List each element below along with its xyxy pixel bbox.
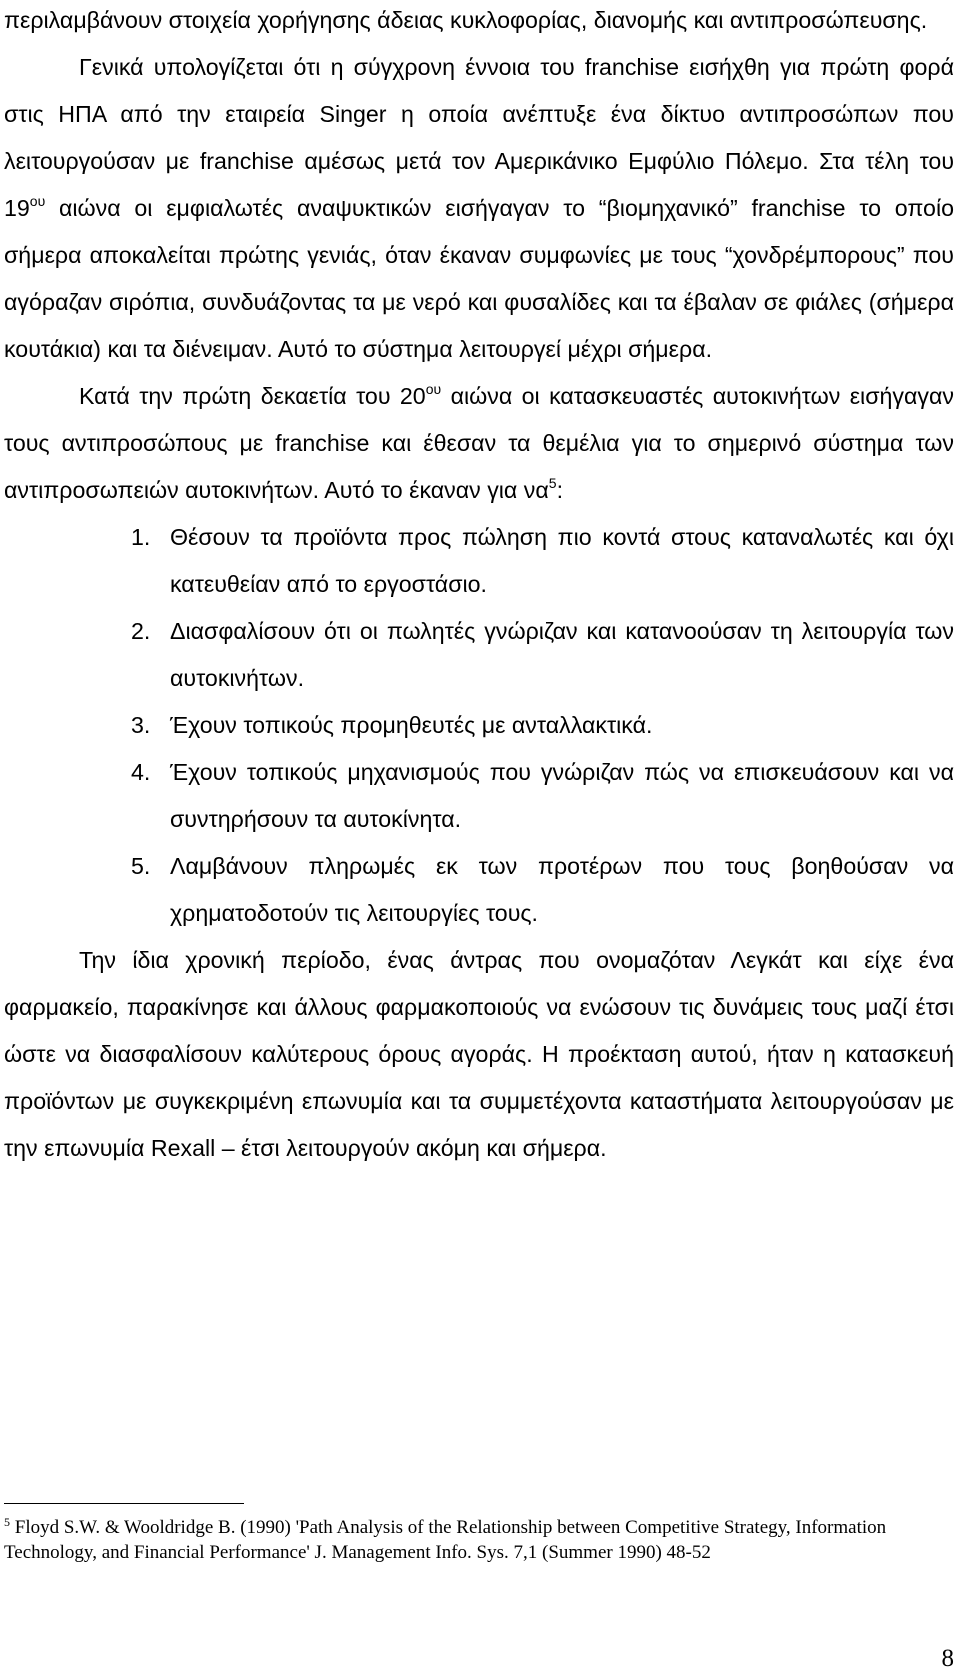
list-item-text: Έχουν τοπικούς προμηθευτές με ανταλλακτικά. [170,712,653,738]
numbered-list [4,514,954,937]
list-item-text: Λαμβάνουν πληρωμές εκ των προτέρων που τους βοηθούσαν να χρηματοδοτούν τις λειτουργίες τους. [170,853,954,926]
paragraph-text: Την ίδια χρονική περίοδο, ένας άντρας που ονομαζόταν Λεγκάτ και είχε ένα φαρμακείο, παρακίνησε και άλλους φαρμακοποιούς να ενώσουν τις δυνάμεις τους μαζί έτσι ώστε να διασφαλίσουν καλύτερους όρους αγοράς. Η προέκταση αυτού, ήταν η κατασκευή προϊόντων με συγκεκριμένη επωνυμία και τα συμμετέχοντα καταστήματα λειτουργούσαν με την επωνυμία Rexall – έτσι λειτουργούν ακόμη και σήμερα. [4,947,954,1161]
list-number: 1. [131,524,151,550]
list-item [4,514,954,608]
list-item [4,608,954,702]
paragraph-continuation [4,0,954,44]
paragraph-text: : [556,477,564,503]
paragraph-text: Κατά την πρώτη δεκαετία του 20 [79,383,426,409]
paragraph-text: αιώνα οι κατασκευαστές αυτοκινήτων εισήγαγαν τους αντιπροσώπους με franchise και έθεσαν τα θεμέλια για το σημερινό σύστημα των αντιπροσωπειών αυτοκινήτων. Αυτό το έκαναν για να [4,383,955,503]
list-item [4,749,954,843]
footnote-reference: 5 [548,475,557,491]
paragraph-car-dealers [4,373,954,514]
list-item [4,702,954,749]
ordinal-superscript: ου [29,193,46,209]
paragraph-franchise-history [4,44,954,373]
paragraph-text: περιλαμβάνουν στοιχεία χορήγησης άδειας κυκλοφορίας, διανομής και αντιπροσώπευσης. [4,7,928,33]
list-item-text: Έχουν τοπικούς μηχανισμούς που γνώριζαν πώς να επισκευάσουν και να συντηρήσουν τα αυτοκίνητα. [170,759,954,832]
list-number: 2. [131,618,151,644]
footnote-separator [4,1503,244,1504]
list-item-text: Διασφαλίσουν ότι οι πωλητές γνώριζαν και κατανοούσαν τη λειτουργία των αυτοκινήτων. [170,618,954,691]
list-number: 3. [131,712,151,738]
footnote [4,1515,914,1565]
footnote-number: 5 [4,1515,10,1529]
page-number: 8 [941,1645,954,1672]
body-text [4,0,954,1172]
paragraph-rexall [4,937,954,1172]
list-item-text: Θέσουν τα προϊόντα προς πώληση πιο κοντά στους καταναλωτές και όχι κατευθείαν από το εργοστάσιο. [170,524,954,597]
ordinal-superscript: ου [425,381,442,397]
list-number: 5. [131,853,151,879]
list-number: 4. [131,759,151,785]
list-item [4,843,954,937]
paragraph-text: Γενικά υπολογίζεται ότι η σύγχρονη έννοια του franchise εισήχθη για πρώτη φορά στις ΗΠΑ από την εταιρεία Singer η οποία ανέπτυξε ένα δίκτυο αντιπροσώπων που λειτουργούσαν με franchise αμέσως μετά τον Αμερικάνικο Εμφύλιο Πόλεμο. Στα τέλη του 19 [4,54,954,221]
footnote-text: Floyd S.W. & Wooldridge B. (1990) 'Path Analysis of the Relationship between Competitive Strategy, Information Technology, and Financial Performance' J. Management Info. Sys. 7,1 (Summer 1990) 48-52 [4,1517,887,1563]
paragraph-text: αιώνα οι εμφιαλωτές αναψυκτικών εισήγαγαν το “βιομηχανικό” franchise το οποίο σήμερα αποκαλείται πρώτης γενιάς, όταν έκαναν συμφωνίες με τους “χονδρέμπορους” που αγόραζαν σιρόπια, συνδυάζοντας τα με νερό και φυσαλίδες και τα έβαλαν σε φιάλες (σήμερα κουτάκια) και τα διένειμαν. Αυτό το σύστημα λειτουργεί μέχρι σήμερα. [4,195,954,362]
